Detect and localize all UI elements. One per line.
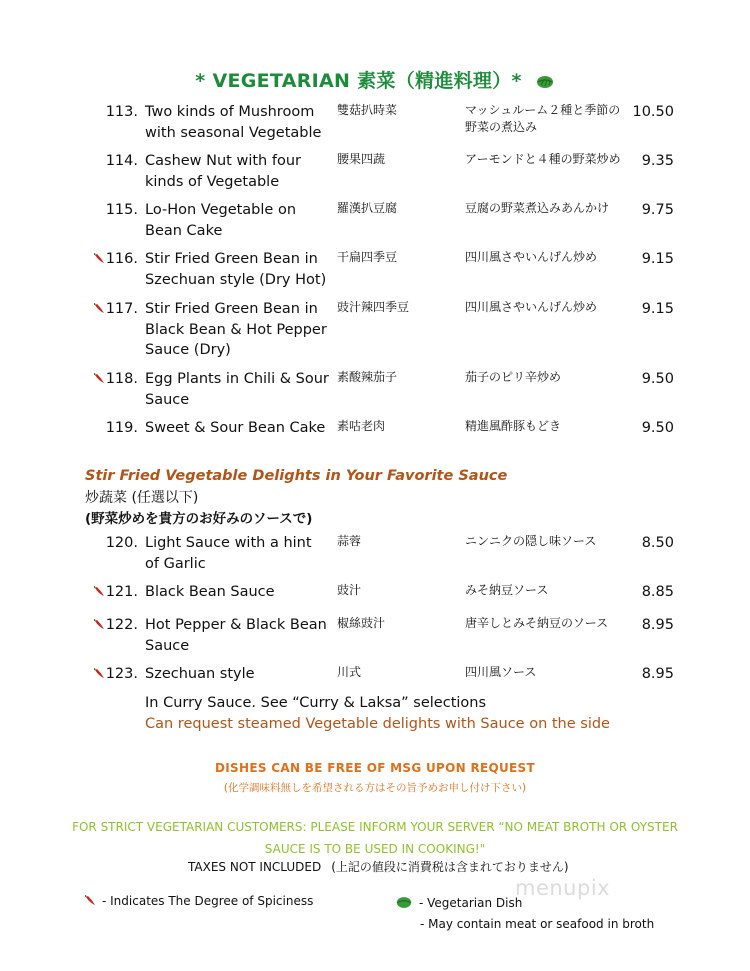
item-price: 9.15: [641, 301, 674, 317]
chili-pepper-icon: [94, 665, 105, 685]
item-price: 8.85: [641, 584, 674, 600]
item-name: Stir Fried Green Bean in Szechuan style (Dry Hot): [145, 251, 327, 288]
item-name: Szechuan style: [145, 666, 255, 682]
legend-vegetarian: [395, 894, 654, 934]
watermark-logo: menupix: [515, 876, 611, 900]
chili-pepper-icon: [85, 895, 96, 909]
item-chinese-name: 素酸辣茄子: [337, 370, 398, 384]
chili-pepper-icon: [94, 583, 105, 603]
item-chinese-name: 干扁四季豆: [337, 250, 398, 264]
item-name: Hot Pepper & Black Bean Sauce: [145, 617, 327, 654]
item-chinese-name: 腰果四蔬: [337, 152, 386, 166]
item-chinese-name: 豉汁辣四季豆: [337, 300, 410, 314]
section-title: Stir Fried Vegetable Delights in Your Favorite Sauce: [85, 468, 508, 484]
item-price: 9.15: [641, 251, 674, 267]
vegetarian-leaf-icon: [535, 72, 555, 94]
legend-broth-note: - May contain meat or seafood in broth: [420, 917, 655, 931]
item-japanese-name: 四川風ソース: [465, 665, 537, 679]
item-price: 9.50: [641, 420, 674, 436]
item-japanese-name: アーモンドと４種の野菜炒め: [465, 152, 621, 166]
item-number: 116.: [94, 249, 138, 270]
section-japanese-title: (野菜炒めを貴方のお好みのソースで): [85, 511, 313, 527]
chili-pepper-icon: [94, 300, 105, 320]
item-japanese-name: 四川風さやいんげん炒め: [465, 300, 598, 314]
vegetarian-leaf-icon: [395, 896, 413, 915]
chili-pepper-icon: [94, 616, 105, 636]
section-chinese-title: 炒蔬菜 (任選以下): [85, 490, 199, 506]
item-japanese-name: 唐辛しとみそ納豆のソース: [465, 616, 609, 630]
tax-text-japanese: (上記の値段に消費税は含まれておりません): [331, 860, 569, 874]
item-price: 9.35: [641, 153, 674, 169]
legend-vegetarian-text: - Vegetarian Dish: [419, 896, 523, 910]
item-japanese-name: ニンニクの隠し味ソース: [465, 534, 597, 548]
item-number: 118.: [94, 369, 138, 390]
item-price: 8.95: [641, 617, 674, 633]
item-price: 9.75: [641, 202, 674, 218]
curry-note: In Curry Sauce. See “Curry & Laksa” selections: [145, 695, 487, 711]
item-japanese-name: みそ納豆ソース: [465, 583, 549, 597]
item-name: Cashew Nut with four kinds of Vegetable: [145, 153, 301, 190]
item-japanese-name: 豆腐の野菜煮込みあんかけ: [465, 201, 610, 215]
msg-notice: DISHES CAN BE FREE OF MSG UPON REQUEST: [215, 761, 535, 775]
chili-pepper-icon: [94, 370, 105, 390]
item-name: Two kinds of Mushroom with seasonal Vegetable: [145, 104, 322, 141]
item-name: Sweet & Sour Bean Cake: [145, 420, 326, 436]
tax-text: TAXES NOT INCLUDED: [188, 860, 322, 874]
item-chinese-name: 豉汁: [337, 583, 362, 597]
page-title: [0, 66, 750, 94]
item-chinese-name: 蒜蓉: [337, 534, 362, 548]
item-chinese-name: 川式: [337, 665, 362, 679]
item-name: Lo-Hon Vegetable on Bean Cake: [145, 202, 297, 239]
item-japanese-name: 茄子のピリ辛炒め: [465, 370, 562, 384]
item-price: 10.50: [632, 104, 674, 120]
item-price: 8.95: [641, 666, 674, 682]
item-chinese-name: 素咕老肉: [337, 419, 386, 433]
chili-pepper-icon: [94, 250, 105, 270]
page-title-text: * VEGETARIAN 素菜（精進料理）*: [195, 70, 522, 92]
item-chinese-name: 羅漢扒豆腐: [337, 201, 398, 215]
item-price: 9.50: [641, 371, 674, 387]
msg-notice-japanese: (化学調味料無しを希望される方はその旨予めお申し付け下さい): [223, 782, 527, 794]
item-chinese-name: 椒絲豉汁: [337, 616, 386, 630]
strict-vegetarian-notice: FOR STRICT VEGETARIAN CUSTOMERS: PLEASE INFORM YOUR SERVER “NO MEAT BROTH OR OYSTER SAUCE IS TO BE USED IN COOKING!": [72, 820, 678, 856]
item-number: 123.: [94, 664, 138, 685]
item-number: 115.: [105, 202, 138, 218]
item-name: Black Bean Sauce: [145, 584, 275, 600]
item-number: 120.: [105, 535, 138, 551]
item-number: 121.: [94, 582, 138, 603]
item-price: 8.50: [641, 535, 674, 551]
item-name: Egg Plants in Chili & Sour Sauce: [145, 371, 329, 408]
item-japanese-name: 精進風酢豚もどき: [465, 419, 562, 433]
legend-spiciness: [85, 894, 313, 909]
steamed-note: Can request steamed Vegetable delights with Sauce on the side: [145, 716, 610, 732]
item-number: 122.: [94, 615, 138, 636]
item-japanese-name: マッシュルーム２種と季節の野菜の煮込み: [465, 103, 621, 134]
item-number: 119.: [105, 420, 138, 436]
item-name: Light Sauce with a hint of Garlic: [145, 535, 312, 572]
tax-notice: [188, 858, 569, 875]
item-chinese-name: 雙菇扒時菜: [337, 103, 398, 117]
item-name: Stir Fried Green Bean in Black Bean & Hot Pepper Sauce (Dry): [145, 301, 327, 358]
item-number: 113.: [105, 104, 138, 120]
item-number: 117.: [94, 299, 138, 320]
item-japanese-name: 四川風さやいんげん炒め: [465, 250, 598, 264]
item-number: 114.: [105, 153, 138, 169]
legend-spiciness-text: - Indicates The Degree of Spiciness: [102, 894, 314, 908]
